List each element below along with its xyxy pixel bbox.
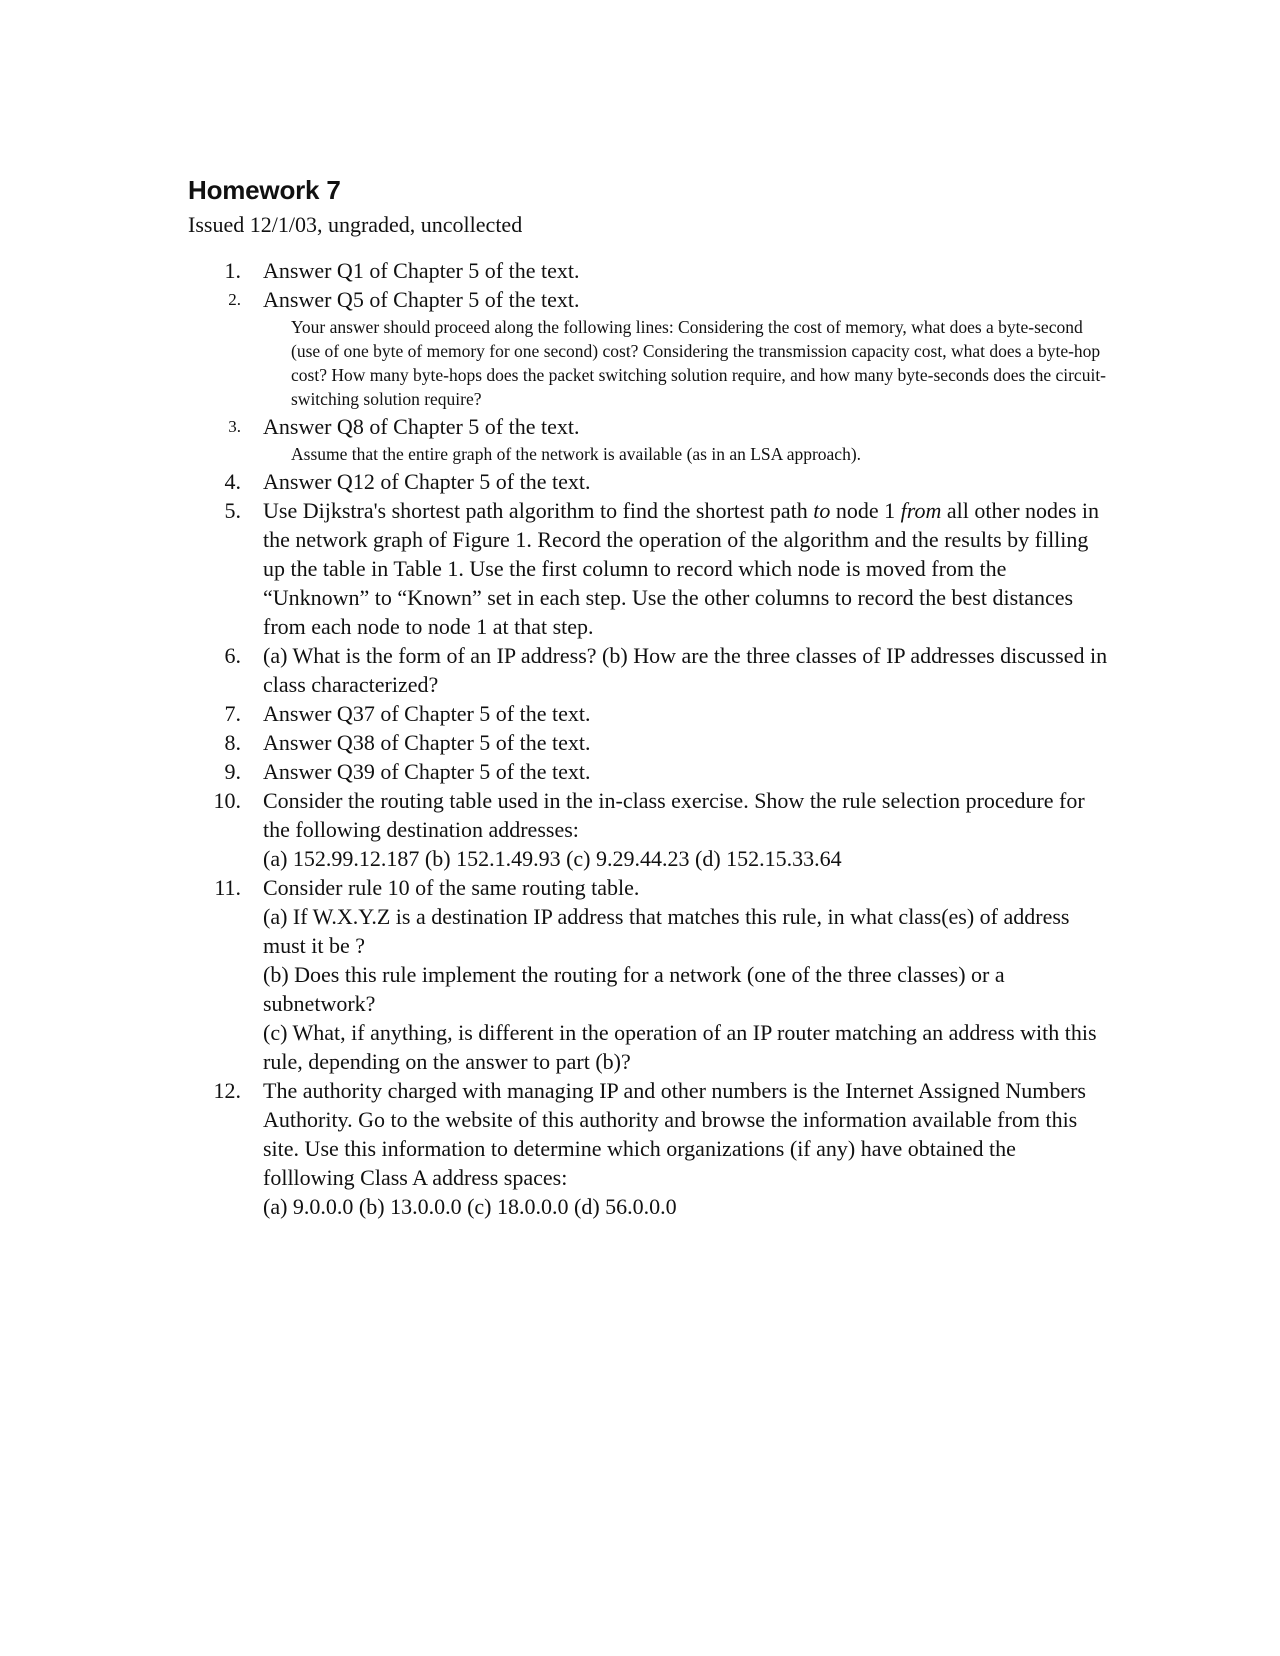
question-9 bbox=[188, 757, 1108, 786]
question-text: Answer Q39 of Chapter 5 of the text. bbox=[263, 759, 591, 784]
question-part-b: (b) Does this rule implement the routing for a network (one of the three classes) or a subnetwork? bbox=[263, 962, 1005, 1016]
question-number: 5. bbox=[224, 498, 241, 523]
question-text: Answer Q37 of Chapter 5 of the text. bbox=[263, 701, 591, 726]
question-note: Your answer should proceed along the following lines: Considering the cost of memory, what does a byte-second (use of one byte of memory for one second) cost? Considering the transmission capacity cost, what does a byte-hop cost? How many byte-hops does the packet switching solution require, and how many byte-seconds does the circuit-switching solution require? bbox=[291, 317, 1107, 409]
question-3 bbox=[188, 412, 1108, 466]
question-number: 8. bbox=[224, 730, 241, 755]
question-text: Answer Q8 of Chapter 5 of the text. bbox=[263, 414, 580, 439]
question-note: Assume that the entire graph of the network is available (as in an LSA approach). bbox=[291, 444, 862, 464]
question-number: 2. bbox=[228, 290, 241, 309]
question-list bbox=[188, 256, 1108, 1221]
question-text: (a) What is the form of an IP address? (b) How are the three classes of IP addresses discussed in class characterized? bbox=[263, 643, 1108, 697]
document-page bbox=[188, 174, 1108, 1221]
question-number: 9. bbox=[224, 759, 241, 784]
question-text: Answer Q5 of Chapter 5 of the text. bbox=[263, 287, 580, 312]
emphasis-to: to bbox=[813, 498, 831, 523]
question-part-c: (c) What, if anything, is different in the operation of an IP router matching an address with this rule, depending on the answer to part (b)? bbox=[263, 1020, 1097, 1074]
question-text-part: all other nodes in the network graph of Figure 1. Record the operation of the algorithm and the results by filling up the table in Table 1. Use the first column to record which node is moved from the “Unknown” to “Known” set in each step. Use the other columns to record the best distances from each node to node 1 at that step. bbox=[263, 498, 1099, 639]
question-4 bbox=[188, 467, 1108, 496]
issued-line: Issued 12/1/03, ungraded, uncollected bbox=[188, 212, 523, 237]
question-12 bbox=[188, 1076, 1108, 1221]
question-text-part: node 1 bbox=[830, 498, 901, 523]
question-part-a: (a) If W.X.Y.Z is a destination IP address that matches this rule, in what class(es) of address must it be ? bbox=[263, 904, 1070, 958]
question-number: 6. bbox=[224, 643, 241, 668]
question-text: The authority charged with managing IP and other numbers is the Internet Assigned Numbers Authority. Go to the website of this authority and browse the information available from this site. Use this information to determine which organizations (if any) have obtained the folllowing Class A address spaces: bbox=[263, 1078, 1086, 1190]
emphasis-from: from bbox=[900, 498, 942, 523]
question-1 bbox=[188, 256, 1108, 285]
question-text: Consider the routing table used in the in-class exercise. Show the rule selection procedure for the following destination addresses: bbox=[263, 788, 1085, 842]
question-text: Answer Q12 of Chapter 5 of the text. bbox=[263, 469, 591, 494]
question-number: 10. bbox=[213, 788, 241, 813]
question-number: 11. bbox=[214, 875, 241, 900]
question-8 bbox=[188, 728, 1108, 757]
address-list: (a) 152.99.12.187 (b) 152.1.49.93 (c) 9.29.44.23 (d) 152.15.33.64 bbox=[263, 846, 842, 871]
question-11 bbox=[188, 873, 1108, 1076]
question-6 bbox=[188, 641, 1108, 699]
question-number: 7. bbox=[224, 701, 241, 726]
address-list: (a) 9.0.0.0 (b) 13.0.0.0 (c) 18.0.0.0 (d) 56.0.0.0 bbox=[263, 1194, 677, 1219]
question-7 bbox=[188, 699, 1108, 728]
question-text: Answer Q1 of Chapter 5 of the text. bbox=[263, 258, 580, 283]
question-2 bbox=[188, 285, 1108, 411]
question-number: 4. bbox=[224, 469, 241, 494]
question-text-part: Use Dijkstra's shortest path algorithm to find the shortest path bbox=[263, 498, 814, 523]
question-number: 1. bbox=[224, 258, 241, 283]
page-title: Homework 7 bbox=[188, 175, 341, 205]
question-text: Answer Q38 of Chapter 5 of the text. bbox=[263, 730, 591, 755]
question-number: 3. bbox=[228, 417, 241, 436]
question-text bbox=[263, 496, 1108, 641]
question-text: Consider rule 10 of the same routing table. bbox=[263, 875, 640, 900]
question-number: 12. bbox=[213, 1078, 241, 1103]
question-10 bbox=[188, 786, 1108, 873]
question-5 bbox=[188, 496, 1108, 641]
